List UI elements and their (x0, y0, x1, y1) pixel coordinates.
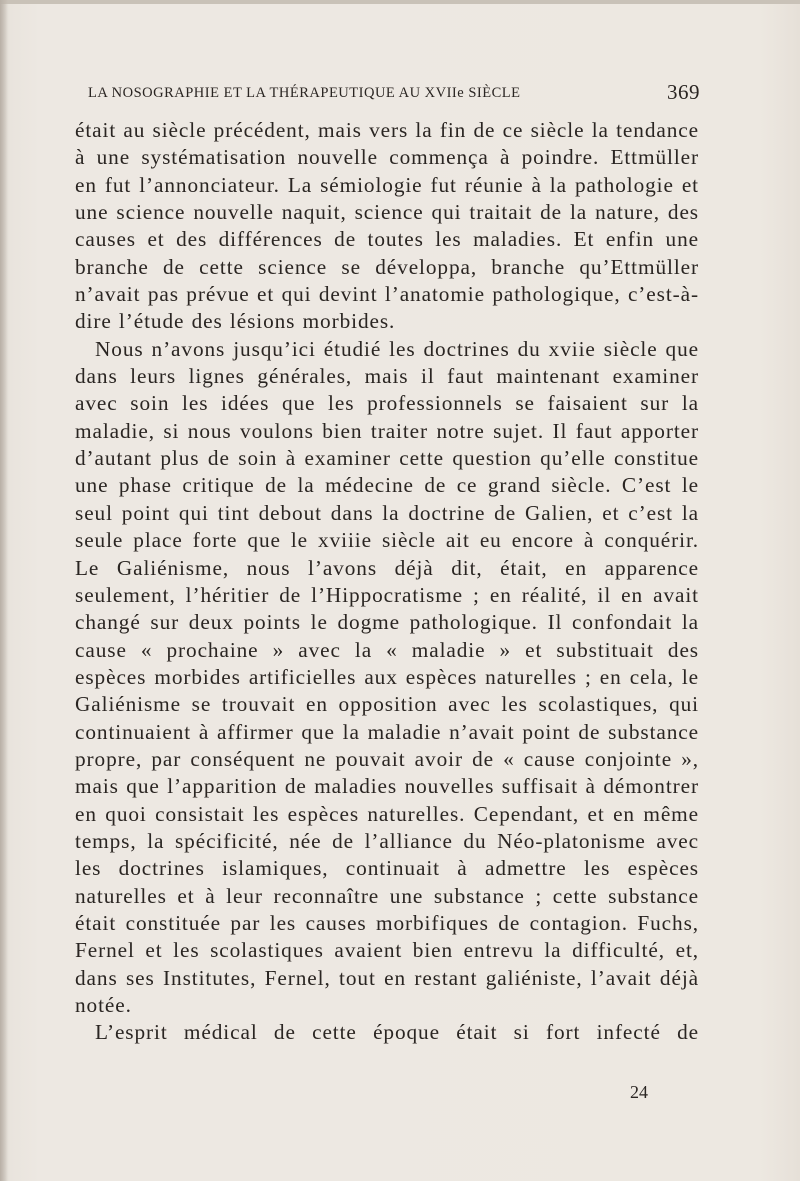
binding-shadow (0, 0, 8, 1181)
paragraph-continuation: était au siècle précédent, mais vers la fin de ce siècle la tendance à une systématisation nouvelle commença à poindre. Ettmüller en fut l’annonciateur. La sémiologie fut réunie à la pathologie et une science nouvelle naquit, science qui traitait de la nature, des causes et des différences de toutes les maladies. Et enfin une branche de cette science se développa, branche qu’Ettmüller n’avait pas prévue et qui devint l’anatomie pathologique, c’est-à-dire l’étude des lésions morbides. (75, 118, 699, 334)
page-top-edge (0, 0, 800, 4)
paragraph-doctrines: Nous n’avons jusqu’ici étudié les doctrines du xviie siècle que dans leurs lignes générales, mais il faut maintenant examiner avec soin les idées que les professionnels se faisaient sur la maladie, si nous voulons bien traiter notre sujet. Il faut apporter d’autant plus de soin à examiner cette question qu’elle constitue une phase critique de la médecine de ce grand siècle. C’est le seul point qui tint debout dans la doctrine de Galien, et c’est la seule place forte que le xviiie siècle ait eu encore à conquérir. Le Galiénisme, nous l’avons déjà dit, était, en apparence seulement, l’héritier de l’Hippocratisme ; en réalité, il en avait changé sur deux points le dogme pathologique. Il confondait la cause « prochaine » avec la « maladie » et substituait des espèces morbides artificielles aux espèces naturelles ; en cela, le Galiénisme se trouvait en opposition avec les scolastiques, qui continuaient à affirmer que la maladie n’avait point de substance propre, par conséquent ne pouvait avoir de « cause conjointe », mais que l’apparition de maladies nouvelles suffisait à démontrer en quoi consistait les espèces naturelles. Cependant, et en même temps, la spécificité, née de l’alliance du Néo-platonisme avec les doctrines islamiques, continuait à admettre les espèces naturelles et à leur reconnaître une substance ; cette substance était constituée par les causes morbifiques de contagion. Fuchs, Fernel et les scolastiques avaient bien entrevu la difficulté, et, dans ses Institutes, Fernel, tout en restant galiéniste, l’avait déjà notée. (75, 336, 699, 1017)
page-number: 369 (667, 80, 700, 104)
body-text (75, 117, 699, 1047)
running-header (88, 80, 700, 106)
running-header-title: LA NOSOGRAPHIE ET LA THÉRAPEUTIQUE AU XVIIe SIÈCLE (88, 85, 521, 101)
signature-folio: 24 (630, 1082, 648, 1102)
paragraph-esprit-medical: L’esprit médical de cette époque était si fort infecté de (95, 1020, 699, 1045)
